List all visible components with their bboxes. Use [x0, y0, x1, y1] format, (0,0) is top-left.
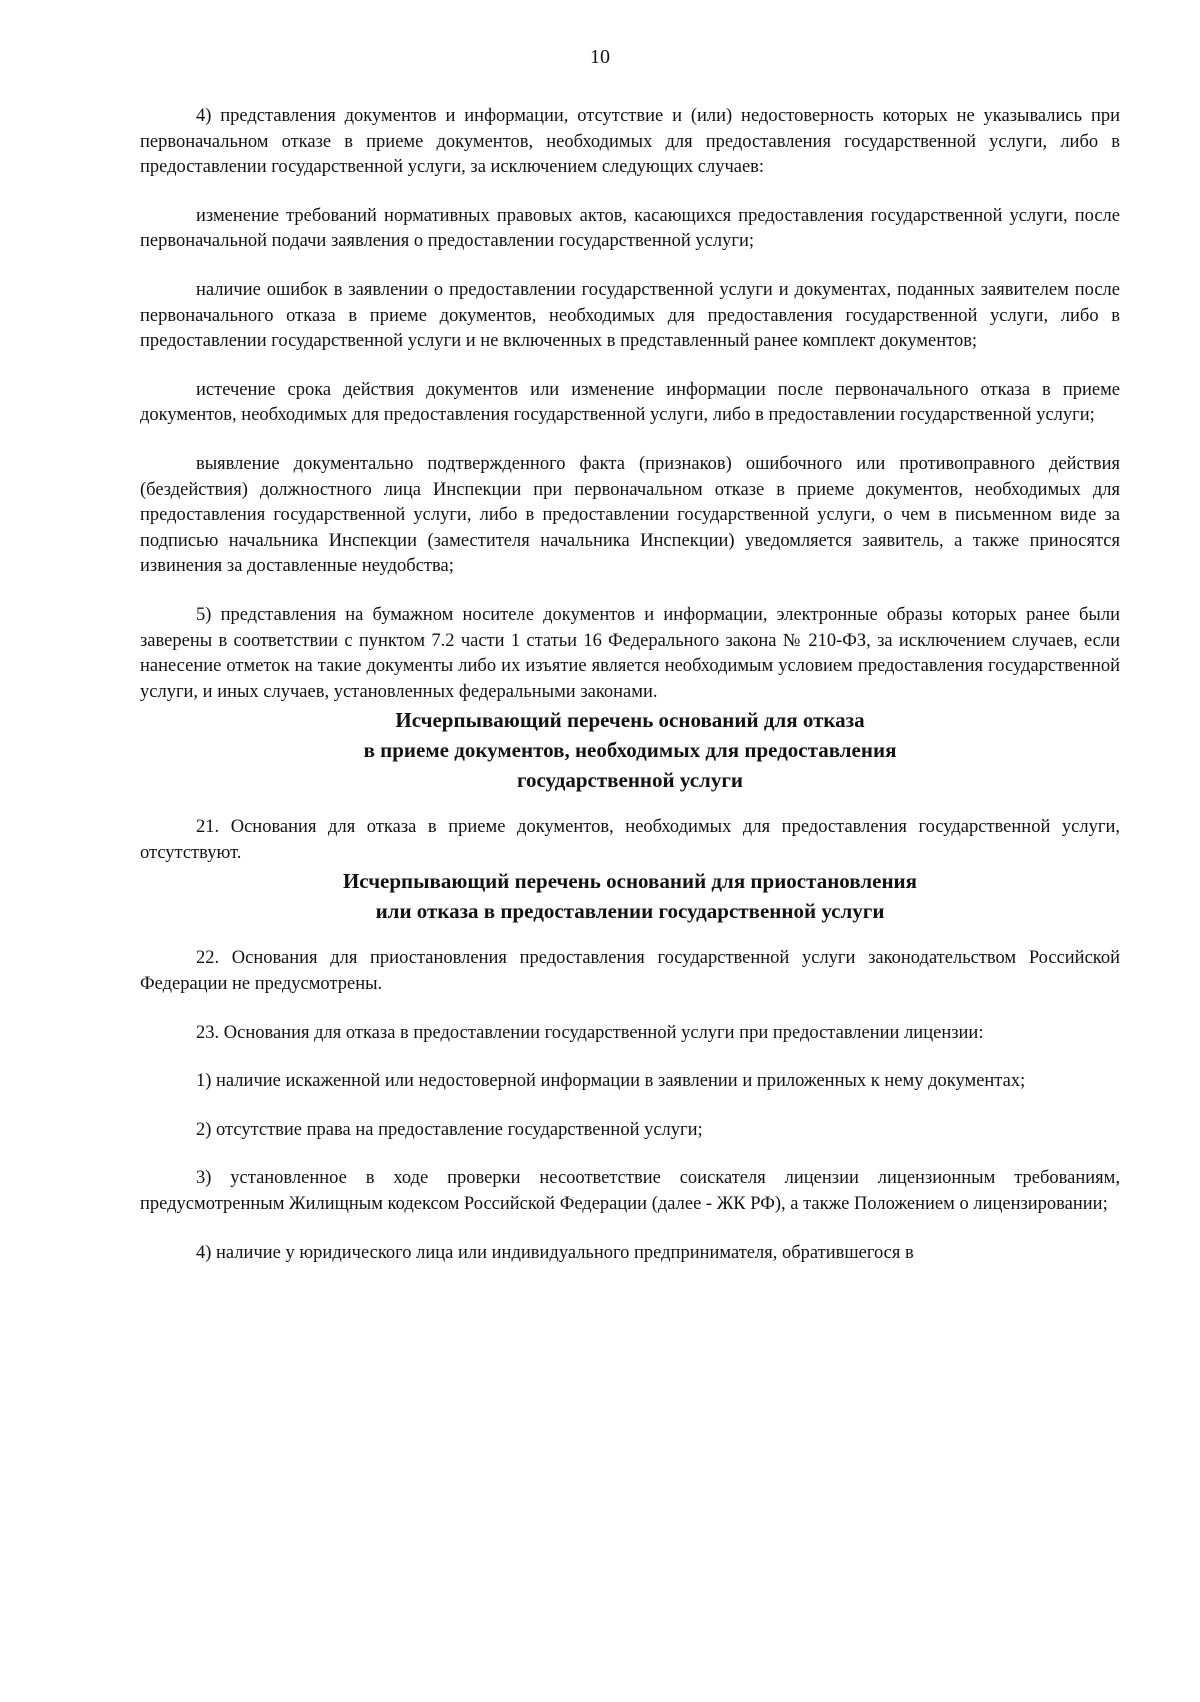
paragraph-23: 23. Основания для отказа в предоставлении государственной услуги при предоставлении лицензии:: [196, 1022, 984, 1043]
paragraph-23-item-1: 1) наличие искаженной или недостоверной информации в заявлении и приложенных к нему документах;: [196, 1071, 1026, 1092]
paragraph-exception-expiry: истечение срока действия документов или изменение информации после первоначального отказа в приеме документов, необходимых для предоставления государственной услуги, либо в предоставлении государственной услуги;: [140, 379, 1120, 426]
heading-line: или отказа в предоставлении государственной услуги: [375, 899, 885, 924]
paragraph-21: 21. Основания для отказа в приеме документов, необходимых для предоставления государственной услуги, отсутствуют.: [140, 817, 1120, 863]
paragraph-item-4: 4) представления документов и информации, отсутствие и (или) недостоверность которых не указывались при первоначальном отказе в приеме документов, необходимых для предоставления государственной услуги, либо в предоставлении государственной услуги, за исключением следующих случаев:: [140, 106, 1120, 178]
heading-line: Исчерпывающий перечень оснований для отказа: [395, 708, 865, 733]
paragraph-item-5: 5) представления на бумажном носителе документов и информации, электронные образы которых ранее были заверены в соответствии с пунктом 7.2 части 1 статьи 16 Федерального закона № 210-ФЗ, за исключением случаев, если нанесение отметок на такие документы либо их изъятие является необходимым условием предоставления государственной услуги, и иных случаев, установленных федеральными законами.: [140, 604, 1120, 702]
document-body: [140, 104, 1120, 1266]
paragraph-23-item-4: 4) наличие у юридического лица или индивидуального предпринимателя, обратившегося в: [196, 1242, 914, 1263]
paragraph-23-item-3: 3) установленное в ходе проверки несоответствие соискателя лицензии лицензионным требованиям, предусмотренным Жилищным кодексом Российской Федерации (далее - ЖК РФ), а также Положением о лицензировании;: [140, 1168, 1120, 1215]
paragraph-exception-requirements-change: изменение требований нормативных правовых актов, касающихся предоставления государственной услуги, после первоначальной подачи заявления о предоставлении государственной услуги;: [140, 205, 1120, 252]
paragraph-exception-errors: наличие ошибок в заявлении о предоставлении государственной услуги и документах, поданных заявителем после первоначального отказа в приеме документов, необходимых для предоставления государственной услуги, либо в предоставлении государственной услуги и не включенных в представленный ранее комплект документов;: [140, 279, 1120, 352]
paragraph-exception-official-error: выявление документально подтвержденного факта (признаков) ошибочного или противоправного действия (бездействия) должностного лица Инспекции при первоначальном отказе в приеме документов, необходимых для предоставления государственной услуги, либо в предоставлении государственной услуги, о чем в письменном виде за подписью начальника Инспекции (заместителя начальника Инспекции) уведомляется заявитель, а также приносятся извинения за доставленные неудобства;: [140, 453, 1120, 577]
paragraph-22: 22. Основания для приостановления предоставления государственной услуги законодательством Российской Федерации не предусмотрены.: [140, 948, 1120, 995]
section-heading-refusal-acceptance: [140, 705, 1120, 795]
heading-line: государственной услуги: [517, 768, 743, 793]
page-number: 10: [590, 46, 610, 68]
heading-line: в приеме документов, необходимых для предоставления: [363, 738, 897, 763]
heading-line: Исчерпывающий перечень оснований для приостановления: [342, 869, 918, 894]
section-heading-suspension-refusal: [140, 866, 1120, 926]
paragraph-23-item-2: 2) отсутствие права на предоставление государственной услуги;: [196, 1119, 703, 1140]
